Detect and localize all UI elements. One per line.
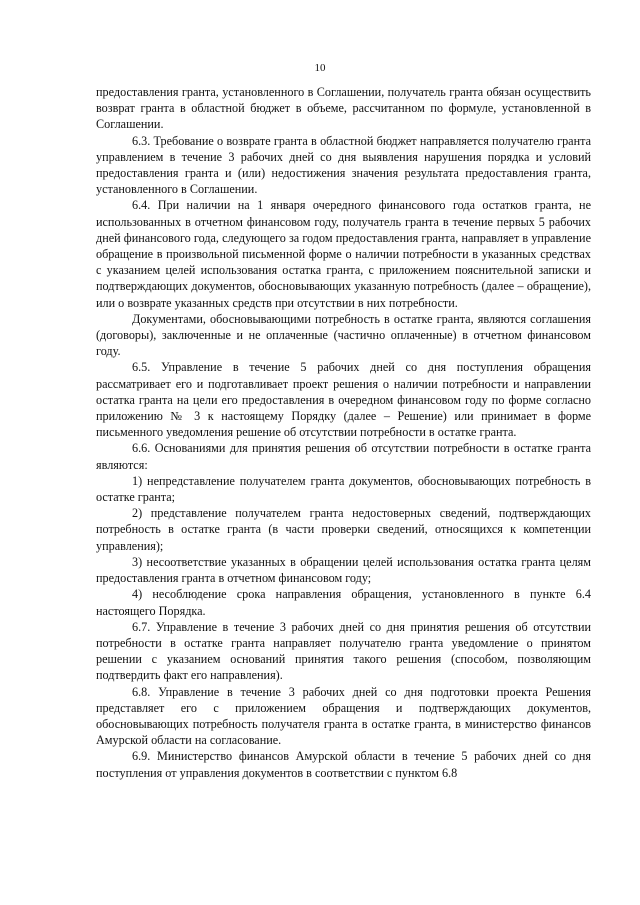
paragraph: 6.6. Основаниями для принятия решения об отсутствии потребности в остатке гранта являются: [96,441,591,472]
page-number: 10 [314,62,326,74]
paragraph: 6.5. Управление в течение 5 рабочих дней со дня поступления обращения рассматривает его и подготавливает проект решения о наличии потребности и направлении остатка гранта на цели его предоставления в очередном финансовом году по форме согласно приложению № 3 к настоящему Порядку (далее – Решение) или принимает в форме письменного уведомления решение об отсутствии потребности в остатке гранта. [96,360,591,440]
list-item: 1) непредставление получателем гранта документов, обосновывающих потребность в остатке гранта; [96,473,591,505]
list-item: 3) несоответствие указанных в обращении целей использования остатка гранта целям предоставления гранта в отчетном финансовом году; [96,554,591,586]
paragraph: 6.4. При наличии на 1 января очередного финансового года остатков гранта, не использованных в отчетном финансовом году, получатель гранта в течение первых 5 рабочих дней финансового года, следующего за годом предоставления гранта, направляет в управление обращение в произвольной письменной форме о наличии потребности в указанных средствах с указанием целей использования остатка гранта, с приложением пояснительной записки и подтверждающих документов, обосновывающих указанную потребность (далее – обращение), или о возврате указанных средств при отсутствии в них потребности. [96,198,591,310]
list-item: 2) представление получателем гранта недостоверных сведений, подтверждающих потребность в остатке гранта (в части проверки сведений, относящихся к компетенции управления); [96,506,591,553]
paragraph: 6.3. Требование о возврате гранта в областной бюджет направляется получателю гранта управлением в течение 3 рабочих дней со дня выявления нарушения порядка и условий предоставления гранта и (или) недостижения значения результата предоставления гранта, установленного в Соглашении. [96,133,591,197]
paragraph: предоставления гранта, установленного в Соглашении, получатель гранта обязан осуществить возврат гранта в областной бюджет в объеме, рассчитанном по формуле, установленной в Соглашении. [96,85,591,132]
paragraph: 6.7. Управление в течение 3 рабочих дней со дня принятия решения об отсутствии потребности в остатке гранта направляет получателю гранта уведомление о принятом решении с указанием оснований принятия такого решения (способом, позволяющим подтвердить факт его направления). [96,619,591,683]
document-body [96,84,591,781]
paragraph: Документами, обосновывающими потребность в остатке гранта, являются соглашения (договоры), заключенные и не оплаченные (частично оплаченные) в отчетном финансовом году. [96,311,591,359]
paragraph: 6.8. Управление в течение 3 рабочих дней со дня подготовки проекта Решения представляет его с приложением обращения и подтверждающих документов, обосновывающих потребность получателя гранта в остатке гранта, в министерство финансов Амурской области на согласование. [96,684,591,748]
list-item: 4) несоблюдение срока направления обращения, установленного в пункте 6.4 настоящего Порядка. [96,587,591,618]
paragraph: 6.9. Министерство финансов Амурской области в течение 5 рабочих дней со дня поступления от управления документов в соответствии с пунктом 6.8 [96,749,591,780]
